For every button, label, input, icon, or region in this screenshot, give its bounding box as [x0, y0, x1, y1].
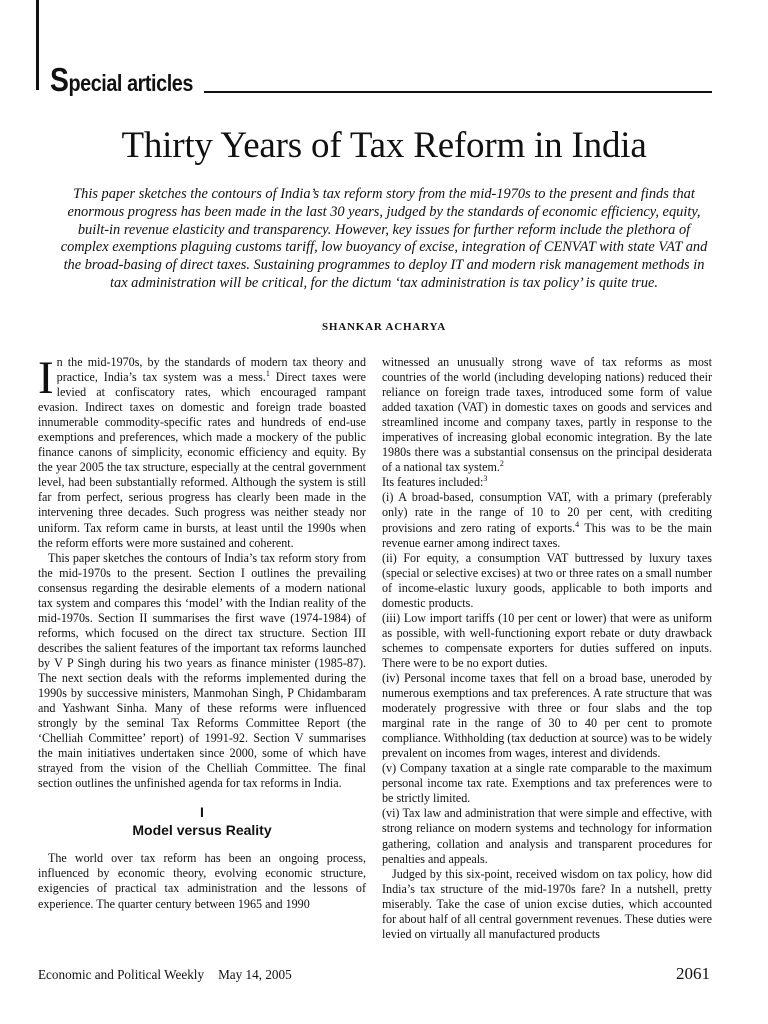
intro-paragraph: In the mid-1970s, by the standards of modern tax theory and practice, India’s tax system was a mess.$^1$ Direct taxes were levied at confiscatory rates, which encouraged rampant evasion. Indirect taxes on domestic and foreign trade boasted innumerable commodity-specific rates and hundreds of end-use exemptions and preferences, which made a mockery of the public finance canons of simplicity, economic efficiency and equity. By the year 2005 the tax structure, especially at the central government level, had been substantially reformed. Although the system is still far from perfect, serious progress has clearly been made in the intervening three decades. Such progress was neither steady nor uniform. Tax reform came in bursts, at least until the 1990s when the reform efforts were more sustained and coherent. — [38, 352, 366, 550]
overview-paragraph: This paper sketches the contours of India’s tax reform story from the mid-1970s to the present. Section I outlines the prevailing consensus regarding the desirable elements of a modern national tax system and compares this ‘model’ with the Indian reality of the mid-1970s. Section II summarises the first wave (1974-1984) of reforms, which focused on the direct tax structure. Section III describes the salient features of the important tax reforms launched by V P Singh during his two years as finance minister (1985-87). The next section deals with the reforms implemented during the 1990s by successive ministers, Manmohan Singh, P Chidambaram and Yashwant Sinha. Many of these reforms were influenced strongly by the seminal Tax Reforms Committee Report (the ‘Chelliah Committee’ report) of 1991-92. Section V summarises the main initiatives undertaken since 2000, some of which have strayed from the vision of the Chelliah Committee. The final section outlines the unfinished agenda for tax reforms in India. — [38, 550, 366, 791]
feature-item-3: (iii) Low import tariffs (10 per cent or lower) that were as uniform as possible, with well-functioning export rebate or duty drawback schemes to compensate exporters for duties suffered on inputs. There were to be no export duties. — [382, 610, 712, 670]
feature-item-4: (iv) Personal income taxes that fell on a broad base, uneroded by numerous exemptions and tax preferences. A rate structure that was moderately progressive with three or four slabs and the top marginal rate in the range of 30 to 40 per cent to promote compliance. Withholding (tax deduction at source) was to be widely prevalent on incomes from wages, interest and dividends. — [382, 670, 712, 761]
feature-item-1: (i) A broad-based, consumption VAT, with a primary (preferably only) rate in the range of 10 to 20 per cent, with crediting provisions and zero rating of exports.$^4$ This was to be the main revenue earner among indirect taxes. — [382, 490, 712, 550]
article-title: Thirty Years of Tax Reform in India — [121, 125, 647, 166]
footnote-ref: 2 — [499, 459, 504, 469]
left-column — [38, 352, 366, 912]
section-header — [50, 56, 712, 96]
header-rule — [204, 91, 712, 93]
footnote-ref: 4 — [575, 519, 580, 529]
footnote-ref: 1 — [265, 369, 270, 379]
margin-rule — [36, 0, 39, 90]
body-paragraph: witnessed an unusually strong wave of tax reforms as most countries of the world (including developing nations) reduced their reliance on foreign trade taxes, introduced some form of value added taxation (VAT) in domestic taxes on goods and services and streamlined income and company taxes, partly in response to the imperatives of increasing global economic integration. By the late 1980s there was a substantial consensus on the principal desiderata of a national tax system.$^2$ — [382, 355, 712, 475]
feature-item-2: (ii) For equity, a consumption VAT buttressed by luxury taxes (special or selective excises) at two or three rates on a small number of income-elastic luxury goods, applicable to both imports and domestic products. — [382, 550, 712, 610]
feature-item-5: (v) Company taxation at a single rate comparable to the maximum personal income tax rate. Exemptions and tax preferences were to be strictly limited. — [382, 761, 712, 806]
drop-cap: I — [38, 352, 54, 404]
body-paragraph: The world over tax reform has been an ongoing process, influenced by economic theory, evolving economic structure, exigencies of practical tax administration and the lessons of experience. The quarter century between 1965 and 1990 — [38, 851, 366, 911]
page-number: 2061 — [676, 964, 710, 983]
footer-journal — [38, 967, 292, 983]
journal-name: Economic and Political Weekly — [38, 967, 205, 982]
author-byline: SHANKAR ACHARYA — [322, 321, 446, 333]
abstract: This paper sketches the contours of India’s tax reform story from the mid-1970s to the present and finds that enormous progress has been made in the last 30 years, judged by the standards of economic efficiency, equity, built-in revenue elasticity and transparency. However, key issues for further reform include the plethora of complex exemptions plaguing customs tariff, low buoyancy of excise, integration of CENVAT with state VAT and the broad-basing of direct taxes. Sustaining programmes to deploy IT and modern risk management methods in tax administration will be critical, for the dictum ‘tax administration is tax policy’ is quite true. — [60, 186, 708, 291]
section-kicker: Special articles — [50, 61, 193, 98]
section-number: I — [200, 804, 204, 821]
features-intro: Its features included:$^3$ — [382, 474, 488, 490]
feature-item-6: (vi) Tax law and administration that were simple and effective, with strong reliance on modern systems and technology for information gathering, collation and analysis and transparent procedures for penalties and appeals. — [382, 806, 712, 866]
footnote-ref: 3 — [483, 474, 488, 484]
section-heading: Model versus Reality — [132, 822, 272, 839]
right-column — [382, 355, 712, 942]
body-paragraph: Judged by this six-point, received wisdom on tax policy, how did India’s tax structure of the mid-1970s fare? In a nutshell, pretty miserably. Take the case of union excise duties, which accounted for about half of all central government revenues. These duties were levied on virtually all manufactured products — [382, 866, 712, 941]
issue-date: May 14, 2005 — [218, 967, 292, 982]
